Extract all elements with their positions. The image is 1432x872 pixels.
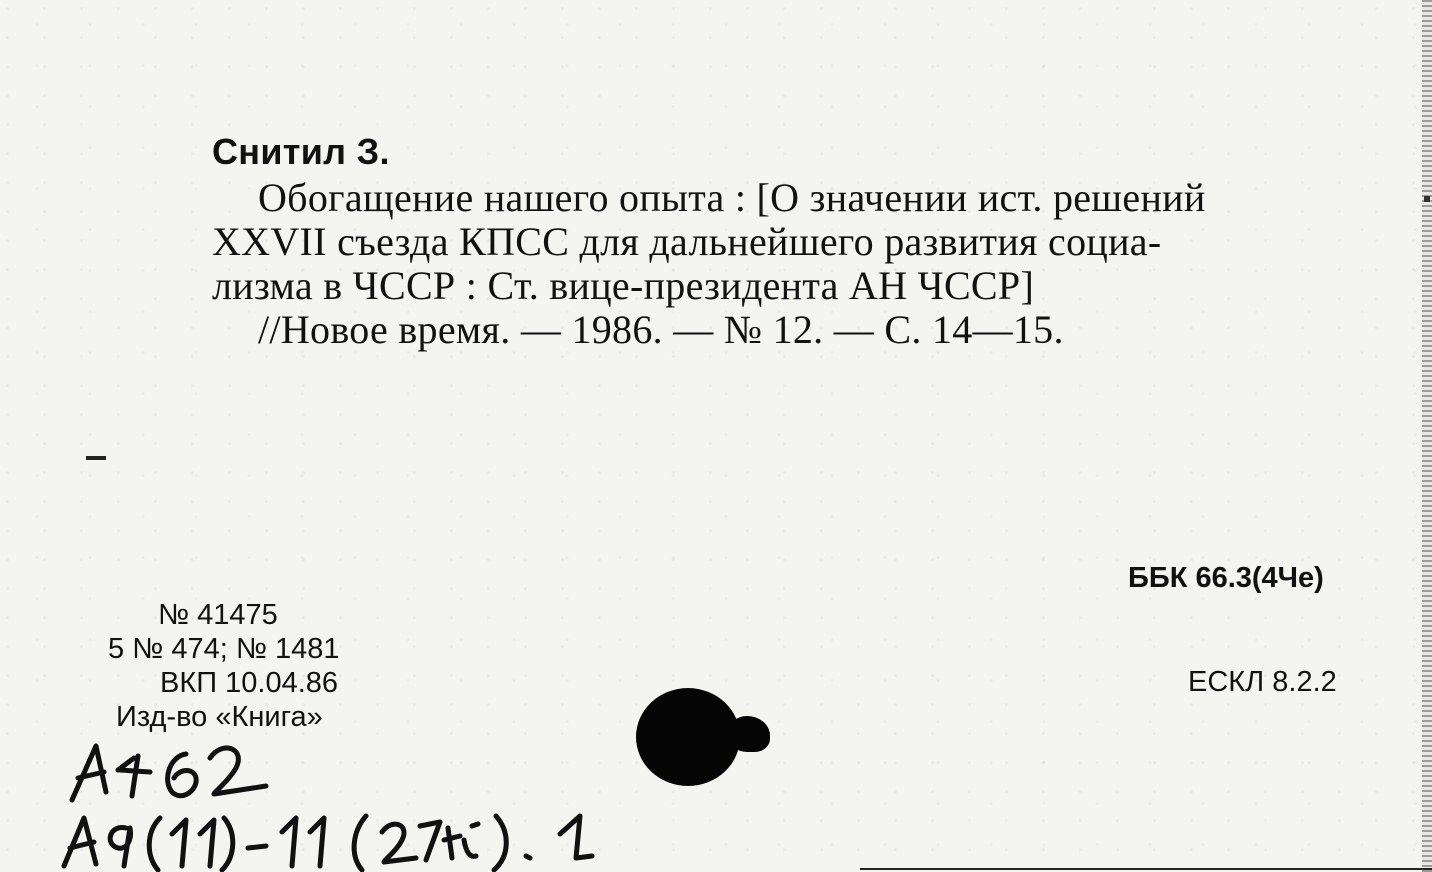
record-vkp: ВКП 10.04.86 (160, 667, 339, 699)
eskl-code: ЕСКЛ 8.2.2 (1188, 666, 1337, 698)
record-info (108, 598, 340, 734)
punch-hole (636, 688, 740, 786)
punch-hole-tear (728, 716, 770, 752)
record-copies: 5 № 474; № 1481 (108, 633, 340, 665)
record-number: № 41475 (158, 599, 278, 631)
title-line-2: XXVII съезда КПСС для дальнейшего развития социа- (212, 219, 1162, 264)
record-publisher: Изд-во «Книга» (116, 701, 323, 733)
card-edge-texture (1422, 0, 1432, 872)
stray-mark (86, 456, 106, 460)
title-line-1: Обогащение нашего опыта : [О значении ист. решений (258, 175, 1206, 220)
bottom-edge-line (860, 868, 1432, 870)
author-name: Снитил З. (212, 131, 390, 172)
title-line-3: лизма в ЧССР : Ст. вице-президента АН ЧССР] (212, 263, 1035, 308)
edge-mark (1424, 196, 1430, 202)
bibliographic-entry (212, 130, 1392, 352)
source-line: //Новое время. — 1986. — № 12. — С. 14—15. (258, 307, 1064, 352)
bbk-code: ББК 66.3(4Че) (1128, 562, 1324, 594)
